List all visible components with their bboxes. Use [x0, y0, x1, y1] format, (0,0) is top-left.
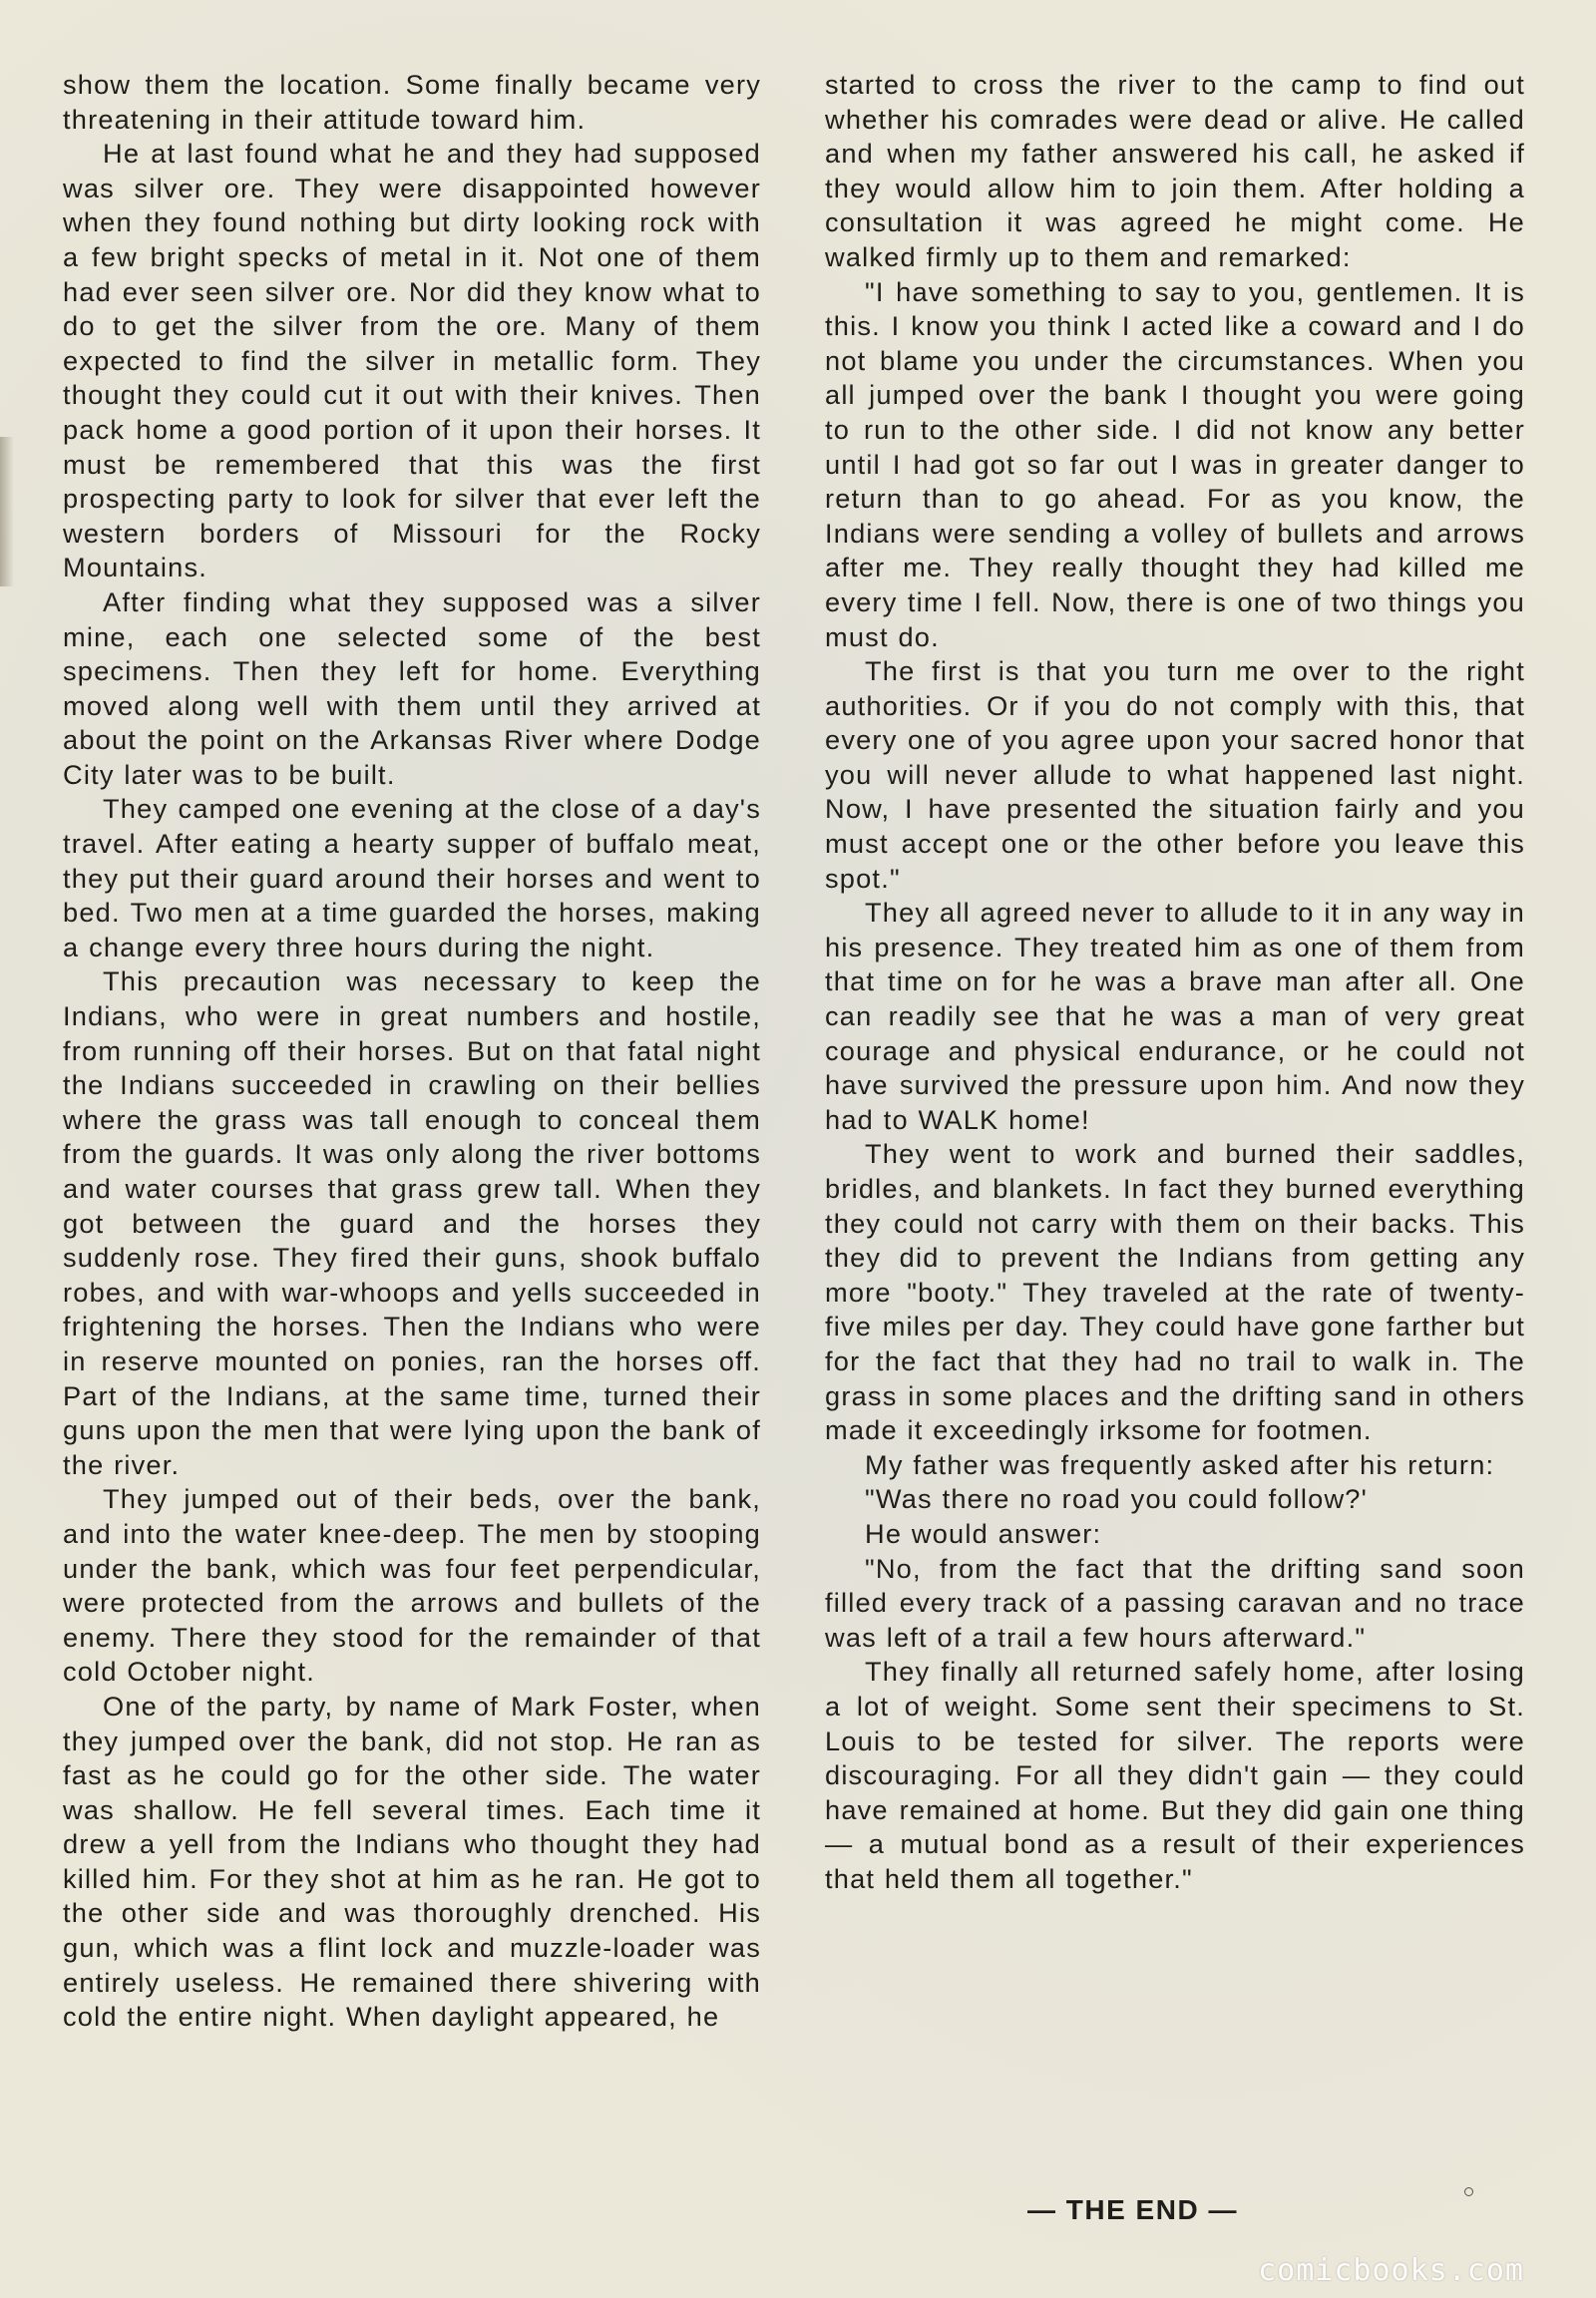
paragraph: They camped one evening at the close of a day's travel. After eating a hearty supper of buffalo meat, they put their guard around their horses and went to bed. Two men at a time guarded the horses, making a change every three hours during the night. [63, 793, 761, 962]
paragraph: My father was frequently asked after his return: [865, 1448, 1495, 1480]
the-end-label: — THE END — [1027, 2194, 1238, 2225]
paragraph: They all agreed never to allude to it in any way in his presence. They treated him as one of them from that time on for he was a brave man after all. One can readily see that he was a man of very great courage and physical endurance, or he could not have survived the pressure upon him. And now they had to WALK home! [825, 897, 1525, 1135]
right-text-column [825, 68, 1525, 1896]
paragraph: They went to work and burned their saddles, bridles, and blankets. In fact they burned everything they could not carry with them on their backs. This they did to prevent the Indians from getting any more "booty." They traveled at the rate of twenty-five miles per day. They could have gone farther but for the fact that they had no trail to walk in. The grass in some places and the drifting sand in others made it exceedingly irksome for footmen. [825, 1138, 1525, 1446]
paragraph: The first is that you turn me over to the right authorities. Or if you do not comply with this, that every one of you agree upon your sacred honor that you will never allude to what happened last night. Now, I have presented the situation fairly and you must accept one or the other before you leave this spot." [825, 655, 1525, 894]
paragraph: They jumped out of their beds, over the bank, and into the water knee-deep. The men by stooping under the bank, which was four feet perpendicular, were protected from the arrows and bullets of the enemy. There they stood for the remainder of that cold October night. [63, 1483, 761, 1688]
paragraph: "No, from the fact that the drifting sand soon filled every track of a passing caravan and no trace was left of a trail a few hours afterward." [825, 1552, 1525, 1653]
watermark: comicbooks.com [1258, 2253, 1524, 2288]
paragraph: show them the location. Some finally became very threatening in their attitude toward him. [63, 69, 761, 135]
paragraph: "I have something to say to you, gentlemen. It is this. I know you think I acted like a coward and I do not blame you under the circumstances. When you all jumped over the bank I thought you were going to run to the other side. I did not know any better until I had got so far out I was in greater danger to return than to go ahead. For as you know, the Indians were sending a volley of bullets and arrows after me. They really thought they had killed me every time I fell. Now, there is one of two things you must do. [825, 275, 1525, 652]
paragraph: He would answer: [865, 1517, 1102, 1549]
paragraph: "Was there no road you could follow?' [865, 1483, 1369, 1515]
page-edge-artifact [0, 437, 14, 586]
paragraph: This precaution was necessary to keep the Indians, who were in great numbers and hostile, from running off their horses. But on that fatal night the Indians succeeded in crawling on their bellies where the grass was tall enough to conceal them from the guards. It was only along the river bottoms and water courses that grass grew tall. When they got between the guard and the horses they suddenly rose. They fired their guns, shook buffalo robes, and with war-whoops and yells succeeded in frightening the horses. Then the Indians who were in reserve mounted on ponies, ran the horses off. Part of the Indians, at the same time, turned their guns upon the men that were lying upon the bank of the river. [63, 965, 761, 1480]
paragraph: They finally all returned safely home, after losing a lot of weight. Some sent their specimens to St. Louis to be tested for silver. The reports were discouraging. For all they didn't gain — they could have remained at home. But they did gain one thing — a mutual bond as a result of their experiences that held them all together." [825, 1656, 1525, 1894]
paragraph: After finding what they supposed was a silver mine, each one selected some of the best specimens. Then they left for home. Everything moved along well with them until they arrived at about the point on the Arkansas River where Dodge City later was to be built. [63, 585, 761, 790]
ink-dot [1464, 2187, 1473, 2196]
paragraph: He at last found what he and they had supposed was silver ore. They were disappointed however when they found nothing but dirty looking rock with a few bright specks of metal in it. Not one of them had ever seen silver ore. Nor did they know what to do to get the silver from the ore. Many of them expected to find the silver in metallic form. They thought they could cut it out with their knives. Then pack home a good portion of it upon their horses. It must be remembered that this was the first prospecting party to look for silver that ever left the western borders of Missouri for the Rocky Mountains. [63, 138, 761, 583]
left-text-column [63, 68, 761, 2035]
paragraph: One of the party, by name of Mark Foster, when they jumped over the bank, did not stop. He ran as fast as he could go for the other side. The water was shallow. He fell several times. Each time it drew a yell from the Indians who thought they had killed him. For they shot at him as he ran. He got to the other side and was thoroughly drenched. His gun, which was a flint lock and muzzle-loader was entirely useless. He remained there shivering with cold the entire night. When daylight appeared, he [63, 1690, 761, 2033]
paragraph: started to cross the river to the camp to find out whether his comrades were dead or alive. He called and when my father answered his call, he asked if they would allow him to join them. After holding a consultation it was agreed he might come. He walked firmly up to them and remarked: [825, 69, 1525, 272]
